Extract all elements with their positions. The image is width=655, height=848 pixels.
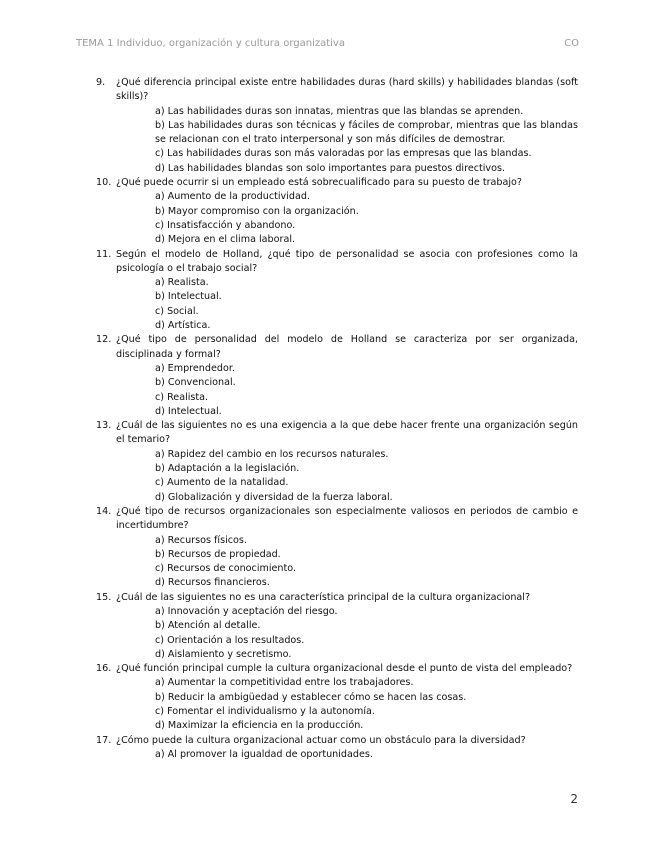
header-title: TEMA 1 Individuo, organización y cultura organizativa (76, 38, 345, 49)
question-item (96, 419, 578, 505)
question-text: ¿Cuál de las siguientes no es una exigencia a la que debe hacer frente una organización según el temario? (116, 420, 578, 446)
answer-option: c) Fomentar el individualismo y la autonomía. (155, 706, 375, 718)
option-list (155, 605, 578, 662)
question-number: 13. (96, 420, 112, 432)
question-number: 9. (96, 77, 106, 88)
question-number: 15. (96, 591, 112, 603)
answer-option: d) Globalización y diversidad de la fuerza laboral. (155, 491, 393, 503)
answer-option: b) Adaptación a la legislación. (155, 463, 300, 475)
answer-option: d) Maximizar la eficiencia en la producción. (155, 720, 364, 732)
answer-option: c) Aumento de la natalidad. (155, 477, 289, 489)
answer-option: a) Al promover la igualdad de oportunidades. (155, 748, 373, 760)
answer-option: d) Recursos financieros. (155, 577, 270, 589)
question-item (96, 76, 578, 176)
page-header (76, 38, 579, 54)
answer-option: d) Mejora en el clima laboral. (155, 234, 296, 246)
answer-option: a) Rapidez del cambio en los recursos naturales. (155, 448, 389, 460)
question-number: 16. (96, 663, 112, 675)
answer-option: c) Las habilidades duras son más valoradas por las empresas que las blandas. (155, 148, 532, 160)
question-text: ¿Qué función principal cumple la cultura organizacional desde el punto de vista del empleado? (116, 663, 573, 675)
option-list (155, 748, 578, 762)
question-number: 17. (96, 734, 112, 746)
option-list (155, 362, 578, 419)
answer-option: d) Artística. (155, 320, 211, 332)
question-number: 10. (96, 177, 112, 189)
question-item (96, 505, 578, 591)
answer-option: c) Insatisfacción y abandono. (155, 219, 296, 231)
question-item (96, 176, 578, 247)
option-list (155, 105, 578, 176)
question-item (96, 662, 578, 733)
answer-option: a) Recursos físicos. (155, 534, 247, 546)
question-number: 11. (96, 248, 112, 260)
answer-option: a) Las habilidades duras son innatas, mientras que las blandas se aprenden. (155, 105, 524, 117)
option-list (155, 190, 578, 247)
question-text: ¿Cuál de las siguientes no es una característica principal de la cultura organizacional? (116, 591, 531, 603)
answer-option: d) Aislamiento y secretismo. (155, 648, 292, 660)
answer-option: b) Convencional. (155, 377, 236, 389)
question-text: ¿Qué puede ocurrir si un empleado está sobrecualificado para su puesto de trabajo? (116, 177, 523, 189)
header-initials: CO (564, 38, 579, 49)
question-item (96, 734, 578, 763)
question-number: 12. (96, 334, 112, 346)
answer-option: b) Intelectual. (155, 291, 222, 303)
question-item (96, 248, 578, 334)
question-text: ¿Qué diferencia principal existe entre habilidades duras (hard skills) y habilidades blandas (soft skills)? (116, 77, 578, 103)
question-text: Según el modelo de Holland, ¿qué tipo de personalidad se asocia con profesiones como la psicología o el trabajo social? (116, 248, 578, 274)
question-item (96, 591, 578, 662)
question-text: ¿Qué tipo de personalidad del modelo de Holland se caracteriza por ser organizada, disciplinada y formal? (116, 334, 578, 360)
answer-option: b) Recursos de propiedad. (155, 548, 281, 560)
option-list (155, 676, 578, 733)
answer-option: d) Intelectual. (155, 405, 222, 417)
option-list (155, 448, 578, 505)
question-text: ¿Cómo puede la cultura organizacional actuar como un obstáculo para la diversidad? (116, 734, 526, 746)
answer-option: a) Aumento de la productividad. (155, 191, 310, 203)
answer-option: b) Mayor compromiso con la organización. (155, 205, 359, 217)
answer-option: a) Innovación y aceptación del riesgo. (155, 605, 338, 617)
option-list (155, 534, 578, 591)
answer-option: b) Las habilidades duras son técnicas y fáciles de comprobar, mientras que las blandas se relacionan con el trato interpersonal y son más difíciles de demostrar. (155, 119, 578, 146)
answer-option: c) Realista. (155, 391, 209, 403)
answer-option: c) Social. (155, 305, 199, 317)
answer-option: b) Atención al detalle. (155, 620, 261, 632)
question-list (96, 76, 578, 762)
question-number: 14. (96, 505, 112, 517)
answer-option: a) Emprendedor. (155, 362, 235, 374)
answer-option: c) Recursos de conocimiento. (155, 563, 297, 575)
page-number: 2 (570, 792, 578, 806)
answer-option: c) Orientación a los resultados. (155, 634, 305, 646)
answer-option: a) Aumentar la competitividad entre los trabajadores. (155, 677, 414, 689)
option-list (155, 276, 578, 333)
answer-option: b) Reducir la ambigüedad y establecer cómo se hacen las cosas. (155, 691, 467, 703)
question-text: ¿Qué tipo de recursos organizacionales son especialmente valiosos en periodos de cambio e incertidumbre? (116, 505, 578, 532)
answer-option: a) Realista. (155, 277, 209, 289)
question-item (96, 333, 578, 419)
answer-option: d) Las habilidades blandas son solo importantes para puestos directivos. (155, 162, 506, 174)
